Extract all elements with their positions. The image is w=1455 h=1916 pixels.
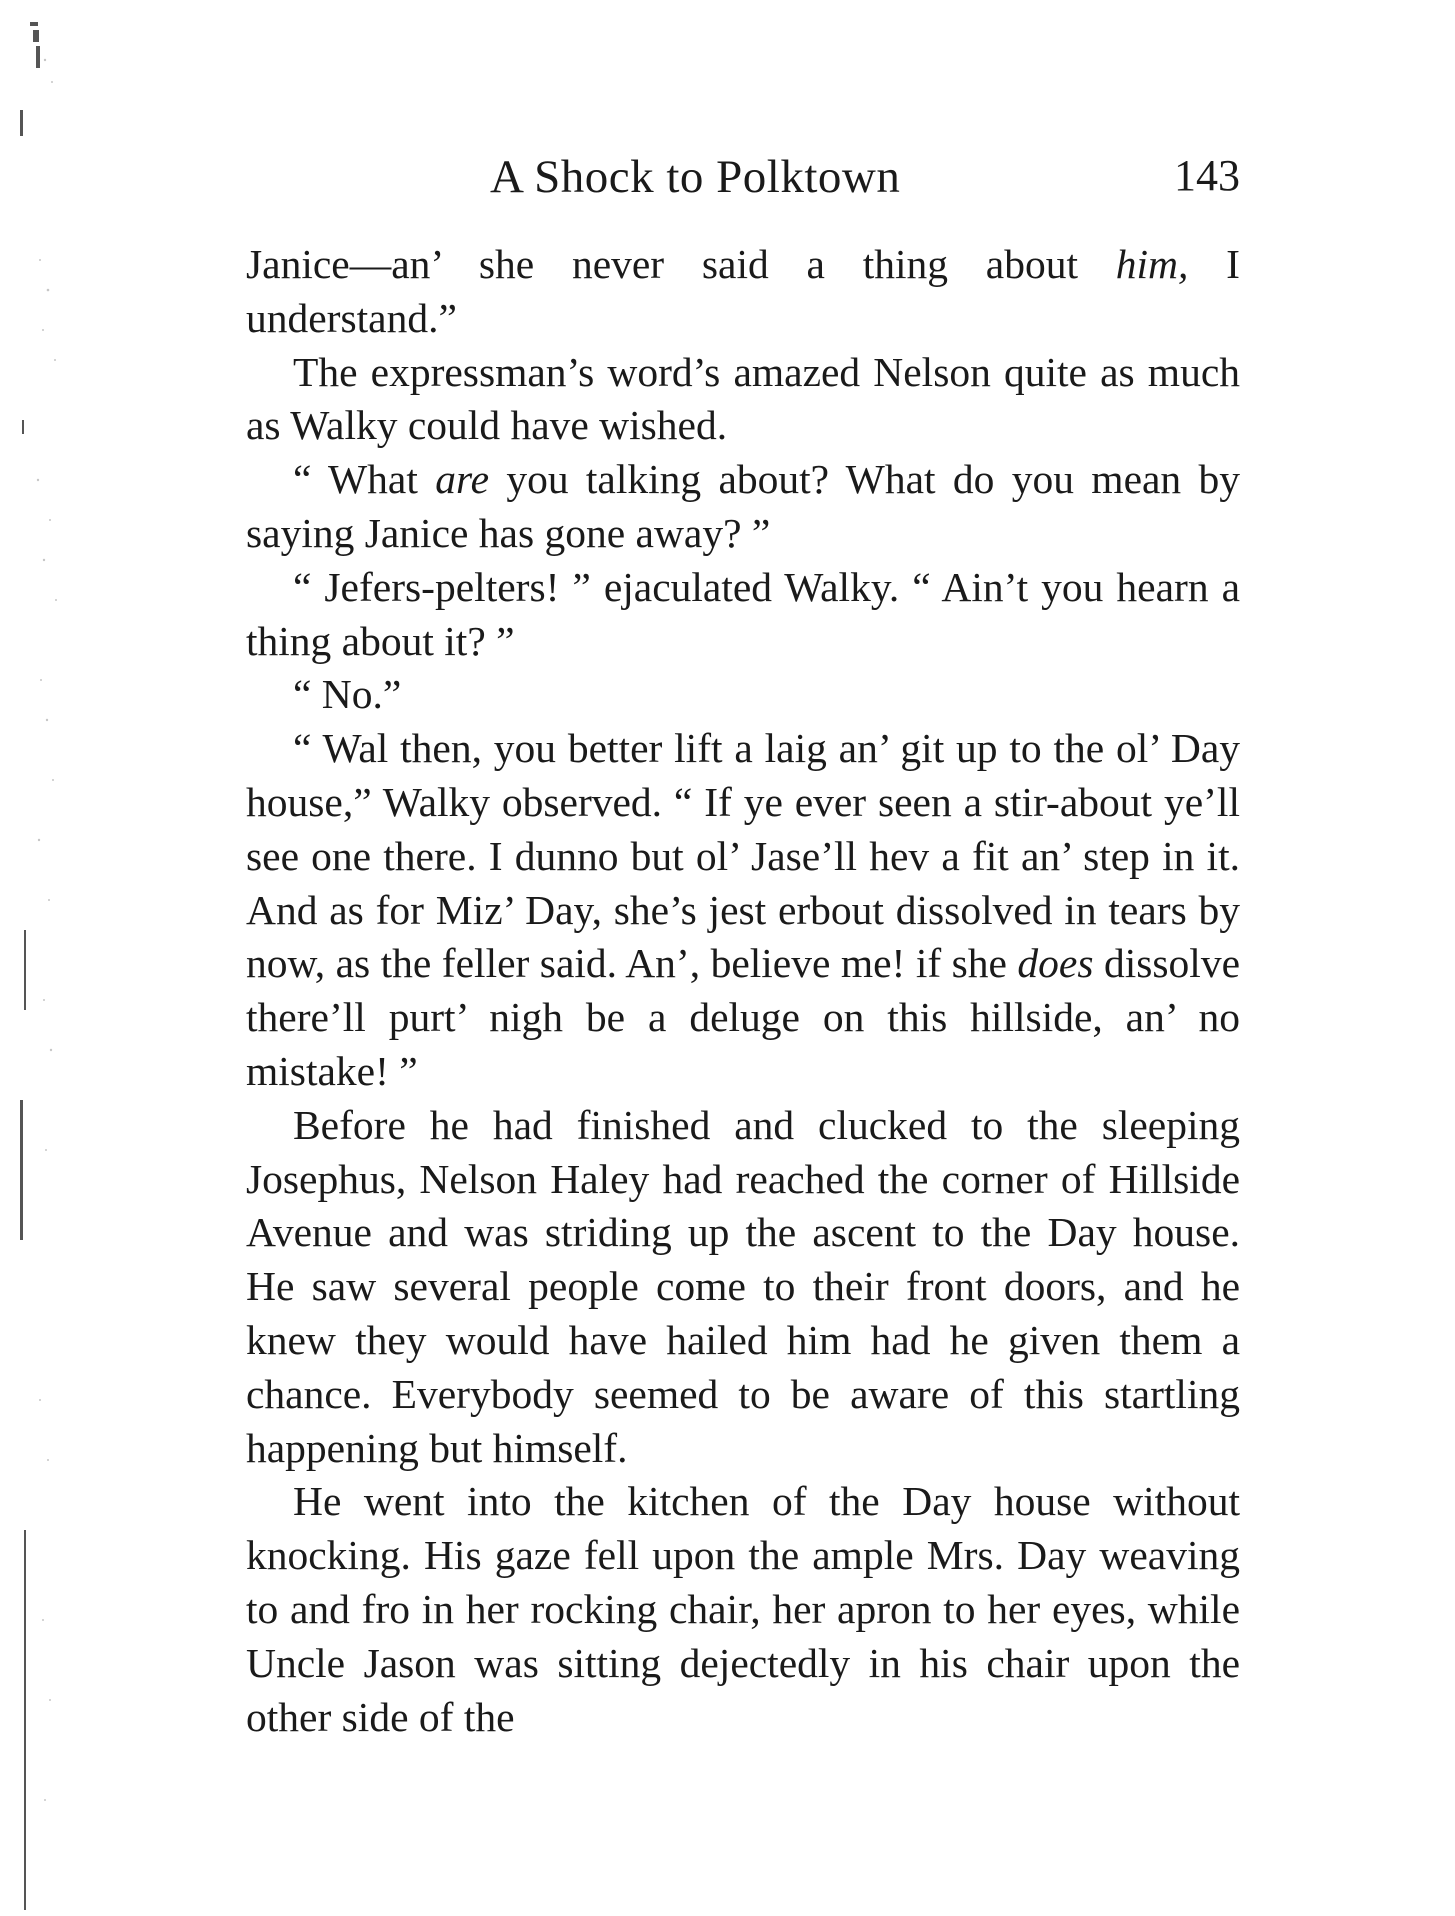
running-title: A Shock to Polktown xyxy=(490,151,901,203)
paragraph xyxy=(246,561,1240,669)
running-header xyxy=(246,150,1246,220)
page-number: 143 xyxy=(1174,151,1240,200)
italic-text: him, xyxy=(1115,241,1189,287)
paragraph-text: “ Jefers-pelters! ” ejaculated Walky. “ Ain’t you hearn a thing about it? ” xyxy=(246,563,1240,664)
italic-text: does xyxy=(1017,940,1094,987)
paragraph-text: “ Wal then, you better lift a laig an’ git up to the ol’ Day house,” Walky observed. “ If ye ever seen a stir-about ye’ll see one there. I dunno but ol’ Jase’ll hev a fit an’ step in it. And as for Miz’ Day, she’s jest erbout dissolved in tears by now, as the feller said. An’, believe me! if she xyxy=(246,725,1240,987)
paragraph-text: you talking about? What do you mean by saying Janice has gone away? ” xyxy=(246,456,1240,556)
paragraph-text: The expressman’s word’s amazed Nelson quite as much as Walky could have wished. xyxy=(246,348,1240,449)
paragraph xyxy=(246,1475,1240,1744)
body-text xyxy=(246,238,1240,1744)
paragraph-text: I understand.” xyxy=(246,241,1240,341)
paragraph-text: dissolve there’ll purt’ nigh be a deluge on this hillside, an’ no mistake! ” xyxy=(246,940,1240,1094)
paragraph xyxy=(246,722,1240,1099)
paragraph-text: Before he had finished and clucked to the sleeping Josephus, Nelson Haley had reached the corner of Hillside Avenue and was striding up the ascent to the Day house. He saw several people come to their front doors, and he knew they would have hailed him had he given them a chance. Everybody seemed to be aware of this startling happening but himself. xyxy=(246,1101,1240,1471)
italic-text: are xyxy=(435,456,489,503)
scan-margin-noise xyxy=(0,0,95,1916)
paragraph-text: He went into the kitchen of the Day house without knocking. His gaze fell upon the ample Mrs. Day weaving to and fro in her rocking chair, her apron to her eyes, while Uncle Jason was sitting dejectedly in his chair upon the other side of the xyxy=(246,1478,1240,1740)
paragraph xyxy=(246,346,1240,454)
paragraph-text: “ What xyxy=(293,456,436,503)
paragraph-text: Janice—an’ she never said a thing about xyxy=(246,241,1116,287)
paragraph xyxy=(246,668,1240,722)
paragraph xyxy=(246,238,1240,346)
paragraph xyxy=(246,1099,1240,1476)
paragraph-text: “ No.” xyxy=(293,671,402,718)
paragraph xyxy=(246,453,1240,561)
